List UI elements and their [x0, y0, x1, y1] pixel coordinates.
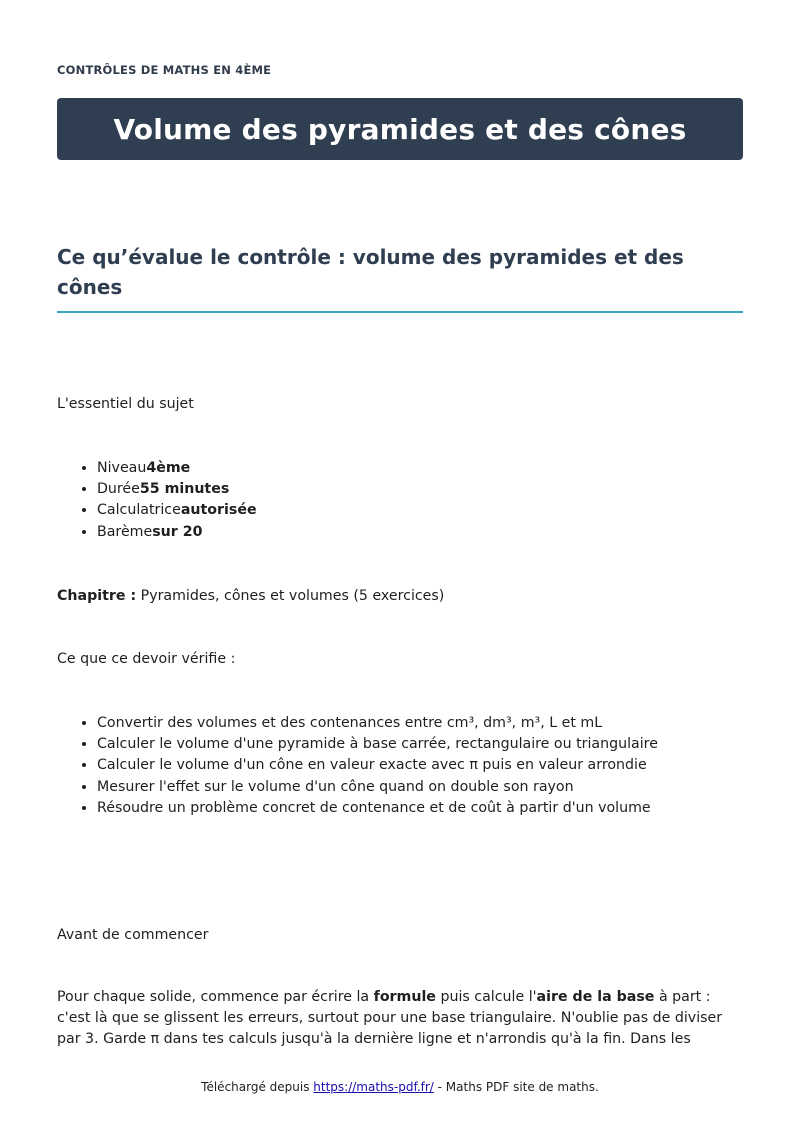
footer-suffix: - Maths PDF site de maths. — [433, 1080, 599, 1094]
list-item — [97, 522, 257, 543]
footer-prefix: Téléchargé depuis — [201, 1080, 314, 1094]
item-value: 4ème — [146, 460, 191, 476]
item-value: 55 minutes — [139, 481, 230, 498]
verifie-list — [57, 713, 658, 819]
text-run: puis calcule l' — [435, 989, 537, 1005]
avant-heading: Avant de commencer — [57, 927, 209, 943]
list-item: • Mesurer l'effet sur le volume d'un cône quand on double son rayon — [97, 777, 658, 798]
verifie-heading: Ce que ce devoir vérifie : — [57, 651, 236, 667]
list-item — [97, 500, 257, 521]
bold-run: formule — [373, 989, 436, 1005]
list-item — [97, 458, 257, 479]
chapitre-label: Chapitre : — [57, 588, 137, 604]
chapitre-line — [57, 586, 444, 607]
essentiel-list — [57, 458, 257, 543]
bold-run: aire de la base — [536, 989, 655, 1005]
text-run: à part : c'est là que se glissent les erreurs, surtout pour une base triangulaire. N'oublie pas de diviser par 3. Garde π dans tes calculs jusqu'à la dernière ligne et n'arrondis qu'à la fin. Dans les — [57, 989, 723, 1047]
item-value: autorisée — [180, 502, 257, 519]
section-title: Ce qu’évalue le contrôle : volume des pyramides et des cônes — [57, 242, 743, 313]
list-item: • Convertir des volumes et des contenances entre cm³, dm³, m³, L et mL — [97, 713, 658, 734]
list-item: • Calculer le volume d'une pyramide à base carrée, rectangulaire ou triangulaire — [97, 734, 658, 755]
item-label: Barème — [97, 523, 153, 540]
chapitre-text: Pyramides, cônes et volumes (5 exercices) — [136, 588, 445, 604]
footer-link[interactable]: https://maths-pdf.fr/ — [313, 1080, 434, 1094]
item-label: Niveau — [97, 460, 147, 476]
list-item: • Résoudre un problème concret de contenance et de coût à partir d'un volume — [97, 798, 658, 819]
list-item — [97, 479, 257, 500]
page-kicker: CONTRÔLES DE MATHS EN 4ÈME — [57, 63, 272, 77]
essentiel-heading: L'essentiel du sujet — [57, 396, 194, 412]
title-banner — [57, 98, 743, 160]
page-title: Volume des pyramides et des cônes — [113, 112, 687, 146]
item-label: Calculatrice — [97, 502, 181, 519]
avant-paragraph — [57, 987, 743, 1050]
item-value: sur 20 — [152, 523, 203, 540]
item-label: Durée — [97, 481, 140, 498]
text-run: Pour chaque solide, commence par écrire la — [57, 989, 374, 1005]
page-footer — [0, 1080, 800, 1094]
list-item: • Calculer le volume d'un cône en valeur exacte avec π puis en valeur arrondie — [97, 755, 658, 776]
